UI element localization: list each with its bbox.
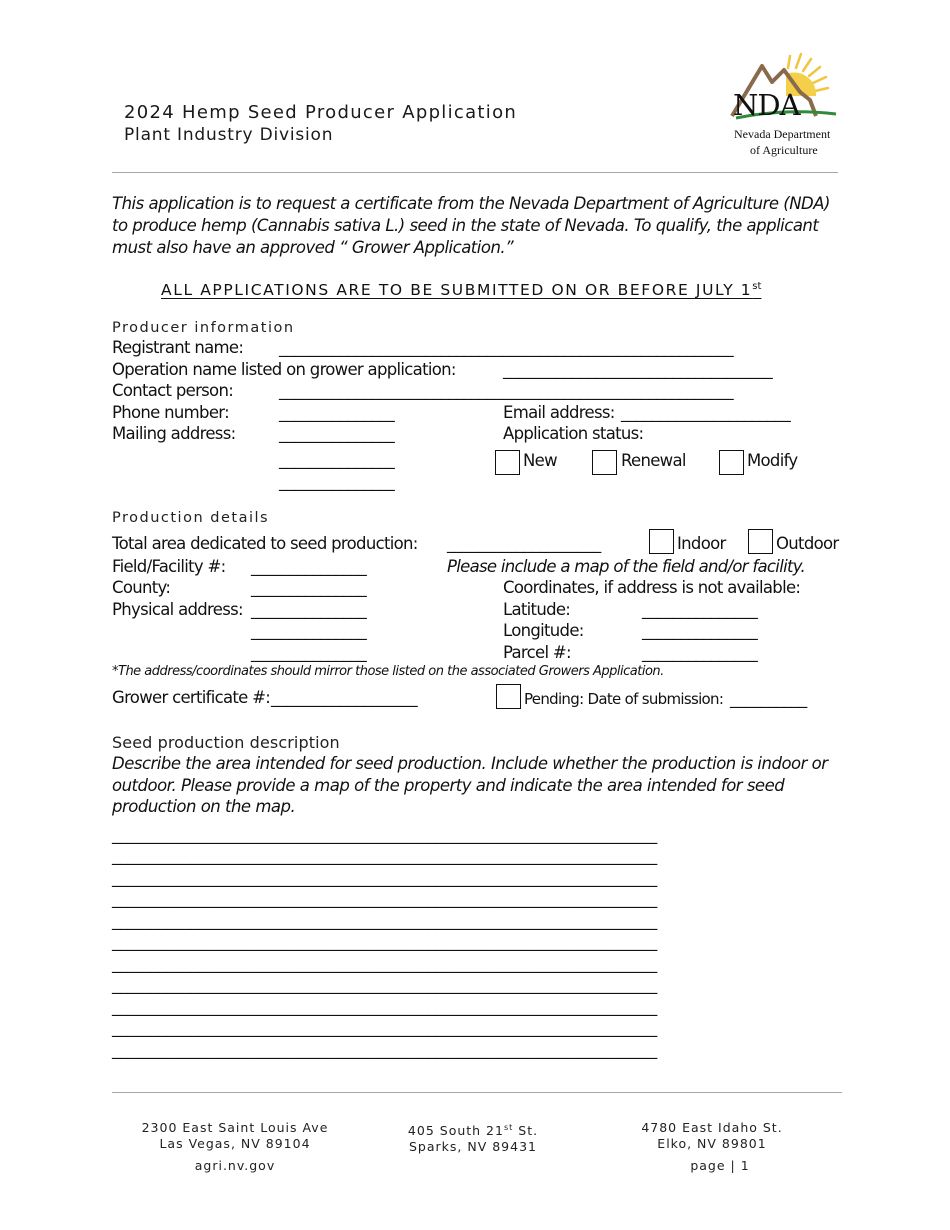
indoor-label: Indoor — [677, 534, 726, 553]
email-label: Email address: — [503, 403, 615, 422]
status-new-checkbox[interactable] — [495, 450, 520, 475]
office3-street: 4780 East Idaho St. — [641, 1120, 783, 1135]
parcel-field[interactable]: _______________ — [642, 643, 758, 662]
footer-office-elko — [612, 1120, 812, 1152]
mailing-field-3[interactable]: _______________ — [279, 472, 395, 491]
producer-heading: Producer information — [112, 320, 295, 336]
description-line[interactable]: _____________________________________________________________________ — [112, 846, 658, 865]
header-divider — [112, 172, 838, 173]
status-modify-checkbox[interactable] — [719, 450, 744, 475]
contact-label: Contact person: — [112, 381, 234, 400]
description-line[interactable]: _____________________________________________________________________ — [112, 911, 658, 930]
status-label: Application status: — [503, 424, 644, 443]
phone-label: Phone number: — [112, 403, 229, 422]
area-field[interactable]: ____________________ — [447, 534, 602, 553]
page-number: page | 1 — [690, 1158, 750, 1173]
email-field[interactable]: ______________________ — [621, 403, 791, 422]
nda-logo — [728, 44, 843, 159]
logo-wordmark: NDA — [733, 88, 800, 122]
address-note: *The address/coordinates should mirror those listed on the associated Growers Application. — [112, 664, 664, 679]
description-line[interactable]: _____________________________________________________________________ — [112, 954, 658, 973]
mailing-label: Mailing address: — [112, 424, 236, 443]
footer-office-sparks — [373, 1120, 573, 1155]
logo-line2: of Agriculture — [750, 143, 818, 157]
description-line[interactable]: _____________________________________________________________________ — [112, 825, 658, 844]
office1-city: Las Vegas, NV 89104 — [159, 1136, 311, 1151]
status-new-label: New — [523, 451, 557, 470]
division-name: Plant Industry Division — [124, 125, 334, 145]
description-line[interactable]: _____________________________________________________________________ — [112, 997, 658, 1016]
parcel-label: Parcel #: — [503, 643, 571, 662]
county-label: County: — [112, 578, 171, 597]
physical-field-1[interactable]: _______________ — [251, 600, 367, 619]
registrant-field[interactable]: ___________________________________________________________ — [279, 338, 734, 357]
description-line[interactable]: _____________________________________________________________________ — [112, 868, 658, 887]
phone-field[interactable]: _______________ — [279, 403, 395, 422]
seed-heading: Seed production description — [112, 733, 340, 752]
registrant-label: Registrant name: — [112, 338, 244, 357]
page-title: 2024 Hemp Seed Producer Application — [124, 102, 518, 123]
outdoor-checkbox[interactable] — [748, 529, 773, 554]
office2-street: 405 South 21st St. — [407, 1123, 539, 1139]
latitude-label: Latitude: — [503, 600, 571, 619]
footer-website[interactable]: agri.nv.gov — [194, 1158, 276, 1173]
office3-city: Elko, NV 89801 — [657, 1136, 767, 1151]
outdoor-label: Outdoor — [776, 534, 839, 553]
status-renewal-checkbox[interactable] — [592, 450, 617, 475]
indoor-checkbox[interactable] — [649, 529, 674, 554]
description-line[interactable]: _____________________________________________________________________ — [112, 932, 658, 951]
status-renewal-label: Renewal — [621, 451, 686, 470]
operation-field[interactable]: ___________________________________ — [503, 360, 773, 379]
county-field[interactable]: _______________ — [251, 578, 367, 597]
mailing-field-2[interactable]: _______________ — [279, 450, 395, 469]
longitude-field[interactable]: _______________ — [642, 621, 758, 640]
field-label: Field/Facility #: — [112, 557, 226, 576]
physical-field-3[interactable]: _______________ — [251, 643, 367, 662]
physical-label: Physical address: — [112, 600, 243, 619]
pending-date-field[interactable]: __________ — [730, 689, 808, 708]
coords-label: Coordinates, if address is not available: — [503, 578, 801, 597]
footer-divider — [112, 1092, 842, 1093]
grower-cert-label: Grower certificate #: — [112, 688, 271, 707]
description-line[interactable]: _____________________________________________________________________ — [112, 889, 658, 908]
office2-city: Sparks, NV 89431 — [408, 1139, 537, 1155]
area-label: Total area dedicated to seed production: — [112, 534, 418, 553]
pending-checkbox[interactable] — [496, 684, 521, 709]
physical-field-2[interactable]: _______________ — [251, 621, 367, 640]
pending-label: Pending: Date of submission: — [524, 690, 724, 708]
field-input[interactable]: _______________ — [251, 557, 367, 576]
office1-street: 2300 East Saint Louis Ave — [141, 1120, 329, 1135]
map-note: Please include a map of the field and/or facility. — [447, 557, 806, 576]
description-line[interactable]: _____________________________________________________________________ — [112, 975, 658, 994]
logo-line1: Nevada Department — [734, 127, 831, 141]
seed-instructions: Describe the area intended for seed production. Include whether the production is indoor or outdoor. Please provide a map of the property and indicate the area intended for seed production on the map. — [112, 754, 828, 816]
mailing-field-1[interactable]: _______________ — [279, 424, 395, 443]
longitude-label: Longitude: — [503, 621, 584, 640]
operation-label: Operation name listed on grower application: — [112, 360, 456, 379]
production-heading: Production details — [112, 510, 270, 526]
deadline-notice: ALL APPLICATIONS ARE TO BE SUBMITTED ON OR BEFORE JULY 1st — [161, 281, 762, 300]
description-line[interactable]: _____________________________________________________________________ — [112, 1018, 658, 1037]
latitude-field[interactable]: _______________ — [642, 600, 758, 619]
intro-text: This application is to request a certificate from the Nevada Department of Agriculture (NDA) to produce hemp (Cannabis sativa L.) seed in the state of Nevada. To qualify, the applicant must also have an approved “ Grower Application.” — [112, 194, 830, 257]
contact-field[interactable]: ___________________________________________________________ — [279, 381, 734, 400]
description-line[interactable]: _____________________________________________________________________ — [112, 1040, 658, 1059]
footer-office-las-vegas — [135, 1120, 335, 1152]
grower-cert-field[interactable]: ___________________ — [271, 688, 418, 707]
status-modify-label: Modify — [747, 451, 798, 470]
